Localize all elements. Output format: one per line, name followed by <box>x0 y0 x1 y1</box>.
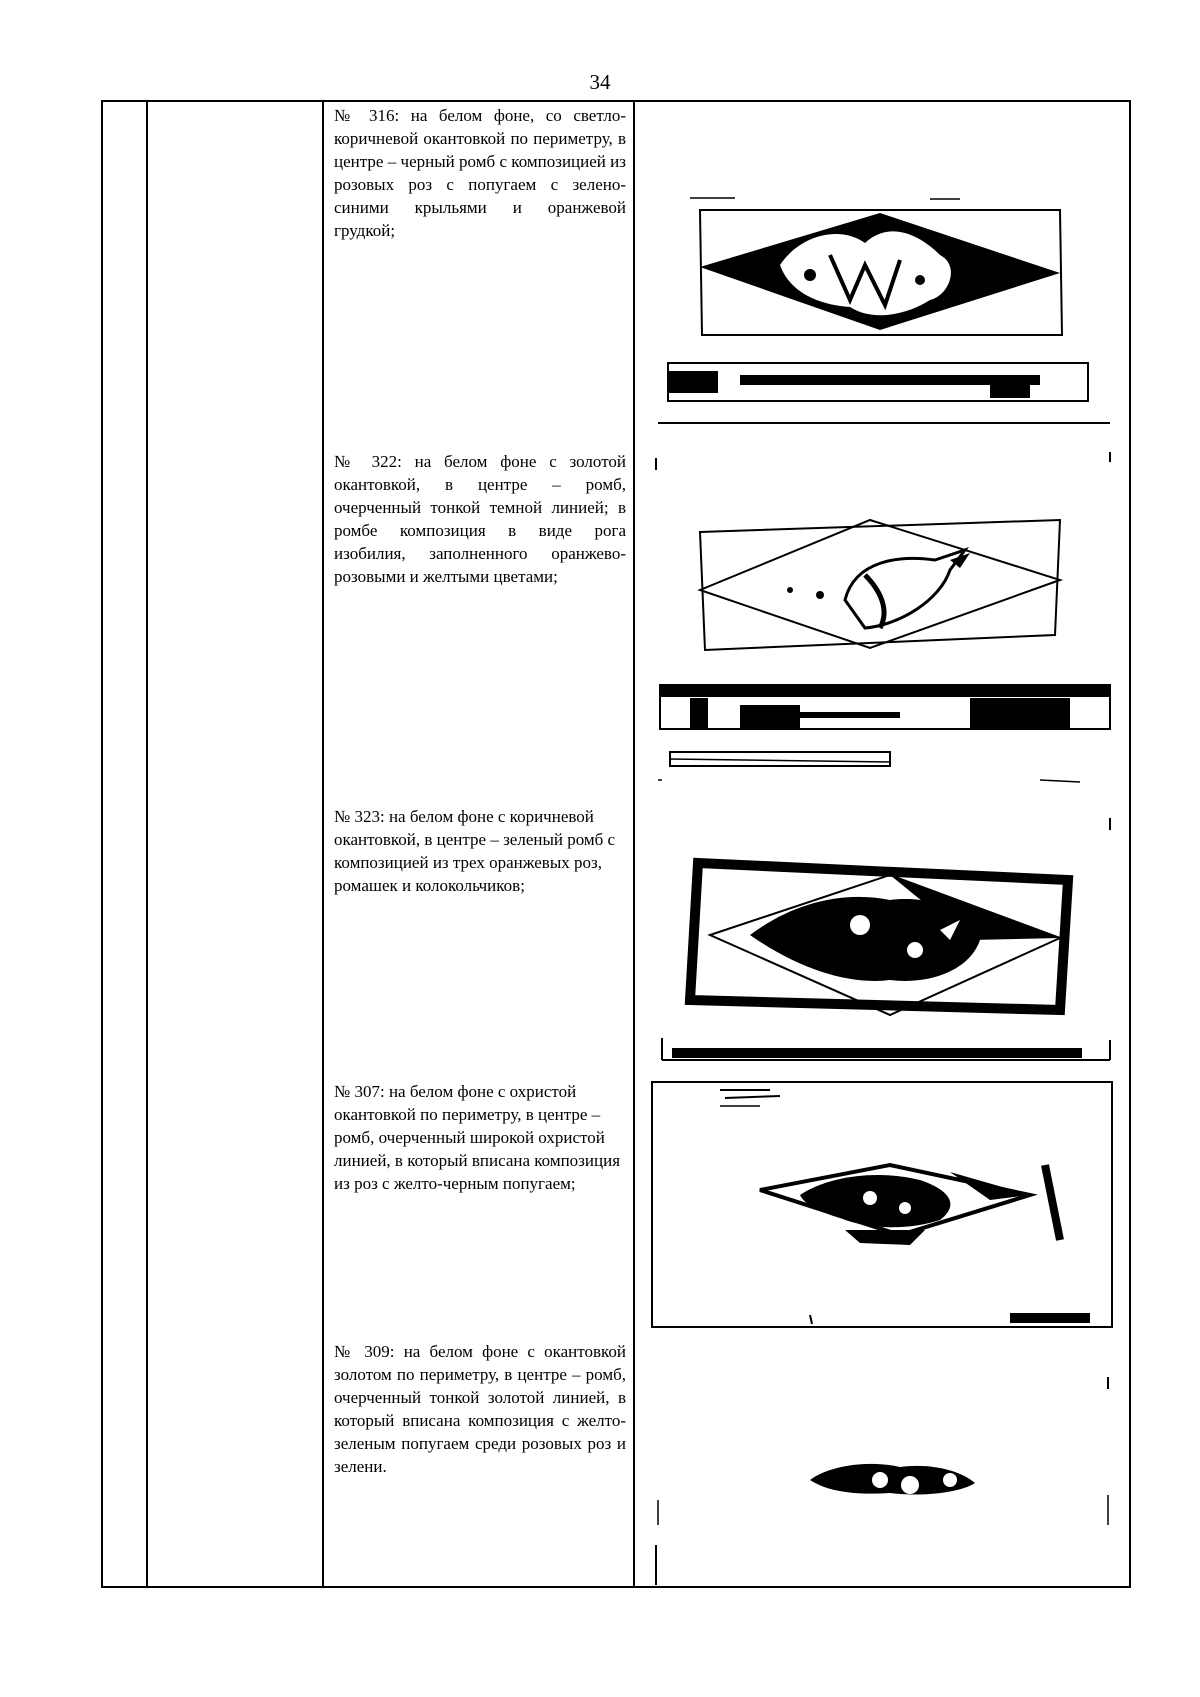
page-number: 34 <box>589 70 611 94</box>
entry-309-description: № 309: на белом фоне с окантовкой золотом по периметру, в центре – ромб, очерченный тонкой золотой линией, в который вписана композиция с желто-зеленым попугаем среди розовых роз и зелени. <box>334 1342 626 1476</box>
entry-307-photo <box>650 1080 1120 1330</box>
entry-322-photo <box>650 450 1120 810</box>
entry-323-photo <box>650 810 1120 1065</box>
entry-307-description: № 307: на белом фоне с охристой окантовкой по периметру, в центре – ромб, очерченный широкой охристой линией, в который вписана композиция из роз с желто-черным попугаем; <box>334 1082 621 1193</box>
entry-316-photo <box>650 195 1120 435</box>
column-divider-2 <box>322 100 324 1588</box>
column-divider-3 <box>633 100 635 1588</box>
entry-316-description: № 316: на белом фоне, со светло-коричневой окантовкой по периметру, в центре – черный ромб с композицией из розовых роз с попугаем с зелено-синими крыльями и оранжевой грудкой; <box>334 106 626 240</box>
entry-322-description: № 322: на белом фоне с золотой окантовкой, в центре – ромб, очерченный тонкой темной линией; в ромбе композиция в виде рога изобилия, заполненного оранжево-розовыми и желтыми цветами; <box>334 452 626 586</box>
entry-309-photo <box>650 1375 1120 1590</box>
entry-323-description: № 323: на белом фоне с коричневой окантовкой, в центре – зеленый ромб с композицией из трех оранжевых роз, ромашек и колокольчиков; <box>334 807 616 895</box>
column-divider-1 <box>146 100 148 1588</box>
